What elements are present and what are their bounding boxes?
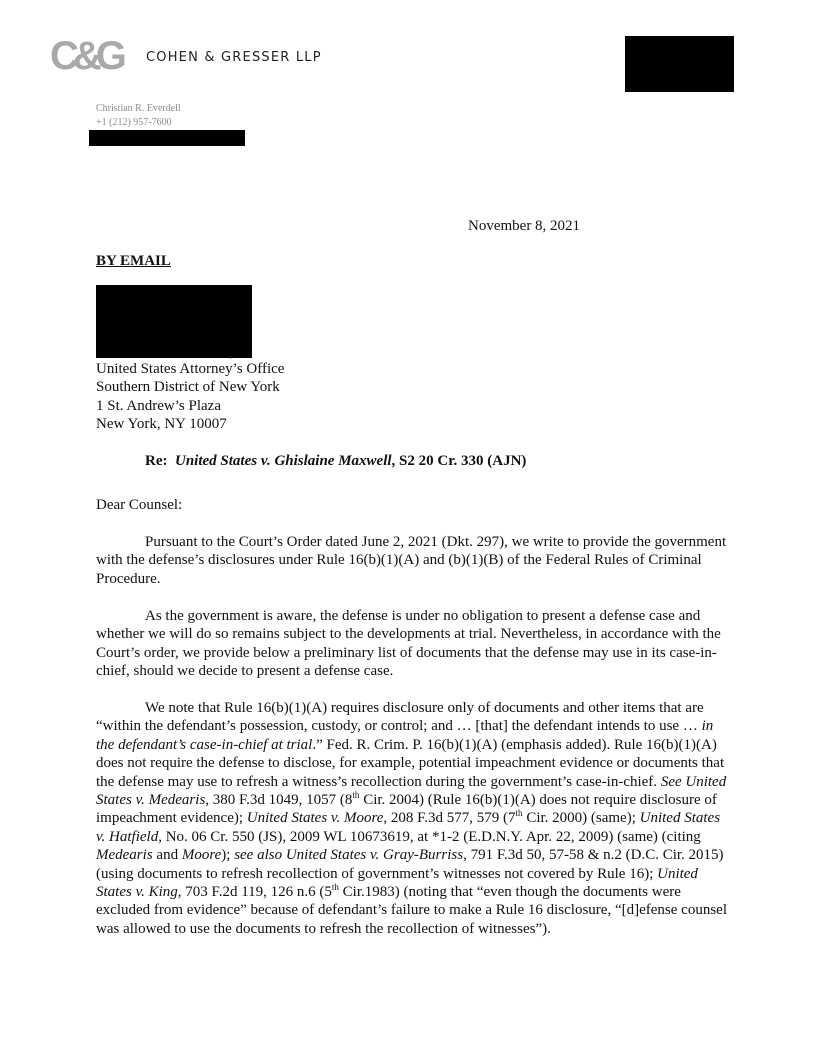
firm-logo: C&G xyxy=(50,34,121,78)
author-name: Christian R. Everdell xyxy=(96,103,181,114)
address-line: United States Attorney’s Office xyxy=(96,361,285,377)
redaction-block-header xyxy=(625,36,734,92)
firm-name: COHEN & GRESSER LLP xyxy=(146,50,322,65)
paragraph-2: As the government is aware, the defense is under no obligation to present a defense case and whether we will do so remains subject to the developments at trial. Nevertheless, in accordance with the Court’s order, we provide below a preliminary list of documents that the defense may use in its case-in-chief, should we decide to present a defense case. xyxy=(96,608,721,680)
address-line: 1 St. Andrew’s Plaza xyxy=(96,397,221,414)
case-number: , S2 20 Cr. 330 (AJN) xyxy=(391,453,527,469)
recipient-address xyxy=(96,360,284,434)
redaction-block-recipient xyxy=(96,285,252,358)
paragraph-1: Pursuant to the Court’s Order dated June 2, 2021 (Dkt. 297), we write to provide the government with the defense’s disclosures under Rule 16(b)(1)(A) and (b)(1)(B) of the Federal Rules of Criminal Procedure. xyxy=(96,534,727,587)
re-prefix: Re: xyxy=(145,453,168,469)
redaction-block-email xyxy=(89,130,245,146)
delivery-method: BY EMAIL xyxy=(96,253,171,269)
re-line xyxy=(145,453,526,470)
address-line: New York, NY 10007 xyxy=(96,416,227,433)
letter-date: November 8, 2021 xyxy=(468,218,581,234)
address-line: Southern District of New York xyxy=(96,379,280,396)
salutation: Dear Counsel: xyxy=(96,497,183,513)
case-name: United States v. Ghislaine Maxwell xyxy=(175,453,392,469)
paragraph-3: We note that Rule 16(b)(1)(A) requires disclosure only of documents and other items that are “within the defendant’s possession, custody, or control; and … [that] the defendant intends to use … in the defendant’s case-in-chief at trial.” Fed. R. Crim. P. 16(b)(1)(A) (emphasis added). Rule 16(b)(1)(A) does not require the defense to disclose, for example, potential impeachment evidence or documents that the defense may use to refresh a witness’s recollection during the government’s case-in-chief. See United States v. Medearis, 380 F.3d 1049, 1057 (8th Cir. 2004) (Rule 16(b)(1)(A) does not require disclosure of impeachment evidence); United States v. Moore, 208 F.3d 577, 579 (7th Cir. 2000) (same); United States v. Hatfield, No. 06 Cr. 550 (JS), 2009 WL 10673619, at *1-2 (E.D.N.Y. Apr. 22, 2009) (same) (citing Medearis and Moore); see also United States v. Gray-Burriss, 791 F.3d 50, 57-58 & n.2 (D.C. Cir. 2015) (using documents to refresh recollection of government’s witnesses not covered by Rule 16); United States v. King, 703 F.2d 119, 126 n.6 (5th Cir.1983) (noting that “even though the documents were excluded from evidence” because of defendant’s failure to make a Rule 16 disclosure, “[d]efense counsel was allowed to use the documents to refresh the recollection of witnesses”). xyxy=(96,700,727,937)
author-phone: +1 (212) 957-7600 xyxy=(96,117,172,128)
